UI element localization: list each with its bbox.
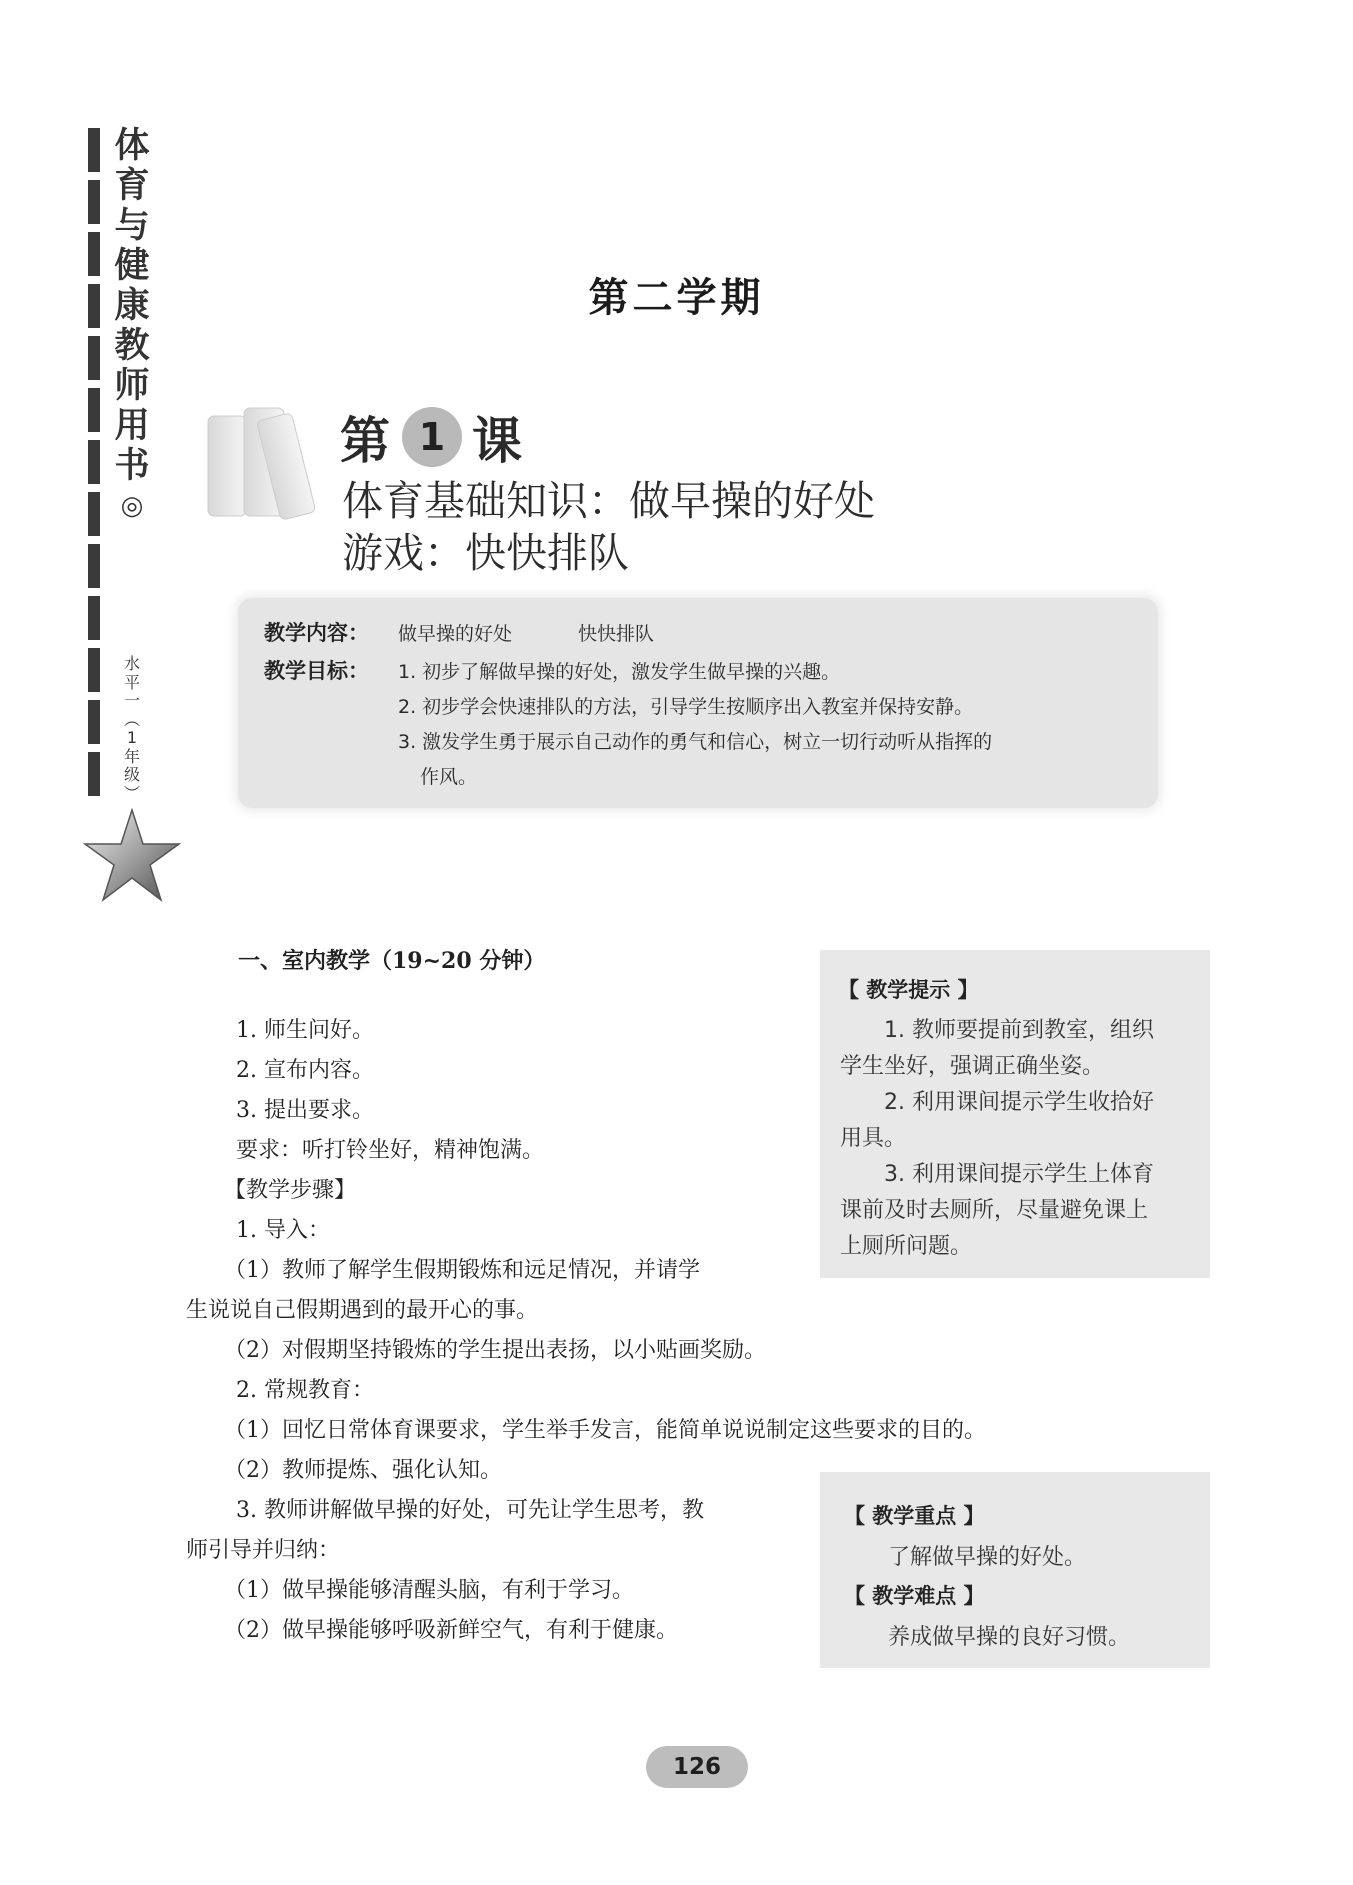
- body-line: （2）做早操能够呼吸新鲜空气，有利于健康。: [224, 1618, 678, 1643]
- difficulty-text: 养成做早操的良好习惯。: [888, 1625, 1131, 1650]
- body-line: （2）教师提炼、强化认知。: [224, 1458, 502, 1483]
- lesson-subtitle: 游戏：快快排队: [342, 529, 629, 577]
- spine-char: 体: [114, 125, 150, 166]
- level-char: 一: [123, 691, 140, 710]
- tip-line: 2. 利用课间提示学生收拾好: [884, 1090, 1154, 1115]
- key-heading: 【 教学重点 】: [844, 1504, 985, 1528]
- level-char: ︵: [123, 709, 140, 729]
- spine-bars: [88, 128, 102, 808]
- tip-line: 1. 教师要提前到教室，组织: [884, 1018, 1154, 1043]
- spine-bar: [88, 180, 100, 224]
- spine-char: 师: [114, 365, 150, 406]
- body-line: 要求：听打铃坐好，精神饱满。: [236, 1138, 545, 1163]
- lesson-prefix: 第: [340, 412, 390, 470]
- key-text: 了解做早操的好处。: [888, 1545, 1087, 1570]
- objective-item: 1. 初步了解做早操的好处，激发学生做早操的兴趣。: [398, 661, 841, 683]
- objective-label: 教学目标：: [264, 659, 369, 683]
- books-icon: [200, 394, 340, 524]
- tips-heading: 【 教学提示 】: [838, 978, 979, 1002]
- spine-bar: [88, 492, 100, 536]
- content-item: 做早操的好处: [398, 623, 513, 645]
- body-line: 1. 导入：: [236, 1218, 330, 1243]
- body-line: 【教学步骤】: [224, 1178, 357, 1203]
- body-line: 3. 教师讲解做早操的好处，可先让学生思考，教: [236, 1498, 704, 1523]
- spine-char: 健: [114, 245, 150, 286]
- tip-line: 上厕所问题。: [840, 1234, 973, 1259]
- level-char: 1: [126, 728, 138, 747]
- body-line: （1）做早操能够清醒头脑，有利于学习。: [224, 1578, 634, 1603]
- section-title: 一、室内教学（19~20 分钟）: [238, 948, 546, 974]
- body-line: 生说说自己假期遇到的最开心的事。: [186, 1298, 539, 1323]
- spine-char: 育: [114, 165, 150, 206]
- body-line: 2. 常规教育：: [236, 1378, 374, 1403]
- spine-bar: [88, 648, 100, 692]
- level-char: 年: [123, 746, 140, 766]
- lesson-suffix: 课: [472, 412, 522, 470]
- body-line: （2）对假期坚持锻炼的学生提出表扬，以小贴画奖励。: [224, 1338, 766, 1363]
- spine-bar: [88, 700, 100, 744]
- grade-level-label: [118, 655, 146, 803]
- star-icon: [82, 806, 182, 906]
- body-line: （1）教师了解学生假期锻炼和远足情况，并请学: [224, 1258, 700, 1283]
- tip-line: 用具。: [840, 1126, 907, 1151]
- spine-char: 与: [114, 205, 150, 246]
- spine-bar: [88, 336, 100, 380]
- body-line: 2. 宣布内容。: [236, 1058, 374, 1083]
- body-line: 师引导并归纳：: [186, 1538, 341, 1563]
- spine-bar: [88, 388, 100, 432]
- level-char: 平: [123, 672, 140, 692]
- body-line: 1. 师生问好。: [236, 1018, 374, 1043]
- content-item: 快快排队: [578, 623, 655, 645]
- body-line: （1）回忆日常体育课要求，学生举手发言，能简单说说制定这些要求的目的。: [224, 1418, 986, 1443]
- page-title: 第二学期: [588, 274, 765, 321]
- tip-line: 学生坐好，强调正确坐姿。: [840, 1054, 1105, 1079]
- objective-item: 3. 激发学生勇于展示自己动作的勇气和信心，树立一切行动听从指挥的: [398, 731, 993, 753]
- tip-line: 课前及时去厕所，尽量避免课上: [840, 1198, 1149, 1223]
- spine-char: 书: [114, 445, 150, 486]
- spine-char: 用: [114, 405, 150, 446]
- spine-bar: [88, 128, 100, 172]
- spine-char: 康: [114, 285, 150, 326]
- spine-char: 教: [114, 325, 150, 366]
- spine-bar: [88, 752, 100, 796]
- spine-bar: [88, 596, 100, 640]
- body-line: 3. 提出要求。: [236, 1098, 374, 1123]
- book-spine-title: [110, 126, 154, 526]
- lesson-subtitle: 体育基础知识：做早操的好处: [342, 477, 875, 525]
- lesson-heading: [340, 402, 522, 472]
- level-char: 水: [123, 654, 140, 673]
- spine-bar: [88, 544, 100, 588]
- page-number: 126: [646, 1746, 748, 1788]
- level-char: 级: [123, 765, 140, 784]
- content-label: 教学内容：: [264, 621, 369, 645]
- spine-bar: [88, 440, 100, 484]
- spine-char: ◎: [120, 491, 144, 521]
- lesson-number-badge: 1: [402, 407, 462, 467]
- objective-item: 作风。: [420, 766, 478, 788]
- objective-item: 2. 初步学会快速排队的方法，引导学生按顺序出入教室并保持安静。: [398, 696, 974, 718]
- tip-line: 3. 利用课间提示学生上体育: [884, 1162, 1154, 1187]
- difficulty-heading: 【 教学难点 】: [844, 1584, 985, 1608]
- level-char: ︶: [123, 783, 140, 803]
